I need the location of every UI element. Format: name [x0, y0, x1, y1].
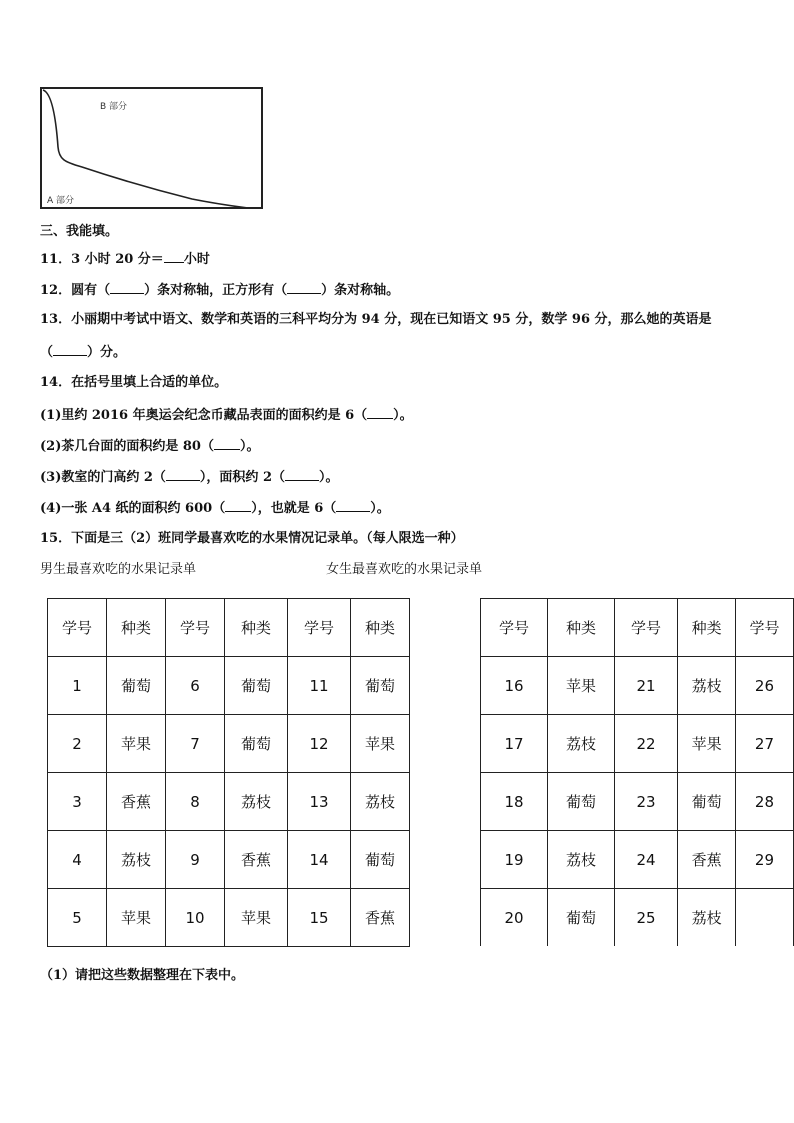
boys-header-row — [48, 599, 410, 657]
table-cell: 16 — [481, 657, 548, 715]
question-14-title: 14．在括号里填上合适的单位。 — [40, 375, 228, 390]
table-row — [48, 889, 410, 947]
table-row — [48, 715, 410, 773]
table-cell: 葡萄 — [548, 889, 615, 947]
table-row — [481, 773, 794, 831]
table-cell: 荔枝 — [678, 657, 736, 715]
q14-item-2 — [40, 437, 259, 455]
question-12 — [40, 281, 399, 299]
q12-blank-circle[interactable] — [110, 281, 144, 294]
table-row — [48, 657, 410, 715]
question-13-line-1: 13．小丽期中考试中语文、数学和英语的三科平均分为 94 分，现在已知语文 95 分，数学 96 分，那么她的英语是 — [40, 312, 712, 327]
table-cell: 15 — [288, 889, 351, 947]
table-header-cell: 种类 — [225, 599, 288, 657]
table-cell: 25 — [614, 889, 677, 947]
table-cell: 荔枝 — [678, 889, 736, 947]
table-cell: 苹果 — [107, 889, 166, 947]
q13-text-1: （ — [40, 345, 54, 360]
table-cell: 荔枝 — [351, 773, 410, 831]
q14-1-text-2: ）。 — [393, 408, 413, 423]
table-cell: 24 — [614, 831, 677, 889]
table-cell: 4 — [48, 831, 107, 889]
q14-1-text-1: (1)里约 2016 年奥运会纪念币藏品表面的面积约是 6（ — [40, 408, 368, 423]
girls-record-table — [480, 598, 794, 946]
table-cell: 14 — [288, 831, 351, 889]
q14-item-1 — [40, 406, 413, 424]
label-b-part: B 部分 — [100, 102, 128, 112]
table-header-cell: 学号 — [288, 599, 351, 657]
q14-3-blank-1[interactable] — [166, 468, 200, 481]
table-cell: 13 — [288, 773, 351, 831]
table-row — [481, 657, 794, 715]
table-cell: 5 — [48, 889, 107, 947]
table-header-cell: 学号 — [48, 599, 107, 657]
table-cell: 葡萄 — [225, 715, 288, 773]
table-header-cell: 种类 — [107, 599, 166, 657]
q14-4-text-2: ），也就是 6（ — [251, 501, 337, 516]
q14-4-blank-2[interactable] — [336, 499, 370, 512]
q14-2-blank[interactable] — [214, 437, 240, 450]
table-cell: 荔枝 — [548, 831, 615, 889]
table-header-cell: 学号 — [481, 599, 548, 657]
table-cell: 1 — [48, 657, 107, 715]
question-13-line-2 — [40, 343, 126, 361]
table-cell: 28 — [735, 773, 793, 831]
boys-caption: 男生最喜欢吃的水果记录单 — [40, 562, 197, 577]
q13-blank[interactable] — [53, 343, 87, 356]
q15-sub-1: （1）请把这些数据整理在下表中。 — [40, 968, 245, 983]
q14-item-3 — [40, 468, 339, 486]
table-cell: 11 — [288, 657, 351, 715]
q14-4-text-3: ）。 — [370, 501, 390, 516]
table-cell: 荔枝 — [107, 831, 166, 889]
table-cell: 葡萄 — [225, 657, 288, 715]
table-cell: 12 — [288, 715, 351, 773]
table-cell: 29 — [735, 831, 793, 889]
curve-figure — [40, 87, 263, 209]
table-cell: 葡萄 — [548, 773, 615, 831]
q14-4-blank-1[interactable] — [225, 499, 251, 512]
table-cell: 3 — [48, 773, 107, 831]
girls-table-wrapper — [480, 598, 794, 946]
table-cell: 香蕉 — [107, 773, 166, 831]
q14-3-blank-2[interactable] — [285, 468, 319, 481]
table-cell: 苹果 — [107, 715, 166, 773]
table-row — [481, 889, 794, 947]
curve-drawing — [42, 89, 263, 209]
q14-item-4 — [40, 499, 390, 517]
table-cell: 苹果 — [351, 715, 410, 773]
table-cell: 葡萄 — [351, 831, 410, 889]
q12-blank-square[interactable] — [287, 281, 321, 294]
q14-3-text-3: ）。 — [319, 470, 339, 485]
table-cell: 荔枝 — [548, 715, 615, 773]
table-row — [48, 831, 410, 889]
table-cell: 荔枝 — [225, 773, 288, 831]
q14-2-text-2: ）。 — [239, 439, 260, 454]
q12-text-2: ）条对称轴，正方形有（ — [144, 283, 288, 298]
table-header-cell: 学号 — [166, 599, 225, 657]
table-cell: 葡萄 — [678, 773, 736, 831]
table-cell — [735, 889, 793, 947]
table-row — [48, 773, 410, 831]
q11-suffix: 小时 — [183, 252, 210, 267]
table-cell: 7 — [166, 715, 225, 773]
table-cell: 8 — [166, 773, 225, 831]
table-cell: 香蕉 — [678, 831, 736, 889]
table-cell: 苹果 — [678, 715, 736, 773]
table-cell: 26 — [735, 657, 793, 715]
q12-text-1: 12．圆有（ — [40, 283, 111, 298]
table-header-cell: 学号 — [735, 599, 793, 657]
q11-blank[interactable] — [164, 250, 184, 263]
table-cell: 苹果 — [548, 657, 615, 715]
q12-text-3: ）条对称轴。 — [321, 283, 400, 298]
boys-record-table — [47, 598, 410, 947]
table-cell: 6 — [166, 657, 225, 715]
table-header-cell: 学号 — [614, 599, 677, 657]
table-header-cell: 种类 — [351, 599, 410, 657]
table-row — [481, 831, 794, 889]
table-header-cell: 种类 — [548, 599, 615, 657]
table-cell: 2 — [48, 715, 107, 773]
girls-header-row — [481, 599, 794, 657]
table-cell: 9 — [166, 831, 225, 889]
table-cell: 香蕉 — [351, 889, 410, 947]
table-cell: 10 — [166, 889, 225, 947]
table-cell: 23 — [614, 773, 677, 831]
table-cell: 苹果 — [225, 889, 288, 947]
table-cell: 19 — [481, 831, 548, 889]
q14-2-text-1: (2)茶几台面的面积约是 80（ — [40, 439, 214, 454]
q14-1-blank[interactable] — [367, 406, 393, 419]
table-cell: 葡萄 — [107, 657, 166, 715]
table-cell: 18 — [481, 773, 548, 831]
section-title: 三、我能填。 — [40, 224, 119, 239]
q13-text-2: ）分。 — [87, 345, 127, 360]
table-cell: 葡萄 — [351, 657, 410, 715]
question-11 — [40, 250, 210, 268]
label-a-part: A 部分 — [47, 196, 75, 206]
table-cell: 香蕉 — [225, 831, 288, 889]
girls-caption: 女生最喜欢吃的水果记录单 — [326, 562, 483, 577]
table-cell: 20 — [481, 889, 548, 947]
question-15-title: 15．下面是三（2）班同学最喜欢吃的水果情况记录单。（每人限选一种） — [40, 531, 464, 546]
table-cell: 22 — [614, 715, 677, 773]
table-cell: 17 — [481, 715, 548, 773]
table-row — [481, 715, 794, 773]
table-cell: 27 — [735, 715, 793, 773]
q14-3-text-2: ），面积约 2（ — [199, 470, 285, 485]
table-header-cell: 种类 — [678, 599, 736, 657]
table-cell: 21 — [614, 657, 677, 715]
q11-prefix: 11．3 小时 20 分＝ — [40, 252, 164, 267]
q14-3-text-1: (3)教室的门高约 2（ — [40, 470, 166, 485]
q14-4-text-1: (4)一张 A4 纸的面积约 600（ — [40, 501, 226, 516]
